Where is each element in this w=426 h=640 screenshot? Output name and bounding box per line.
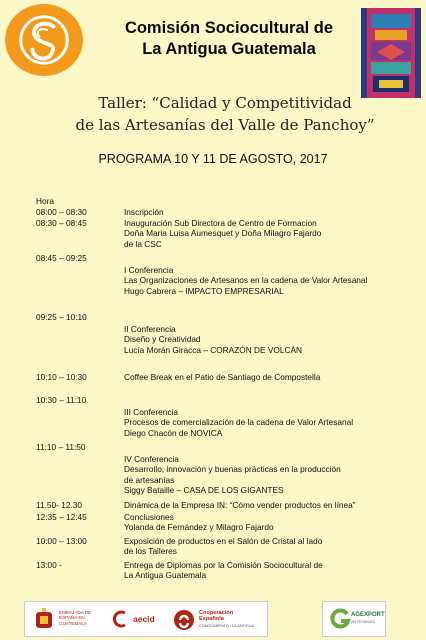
description-line: de la CSC (124, 238, 162, 249)
hora-header (36, 196, 421, 206)
weaving-photo (361, 8, 421, 98)
schedule-row (36, 442, 421, 496)
agexport-label: AGEXPORT (351, 612, 385, 618)
schedule-row (36, 372, 421, 382)
schedule-row (36, 253, 421, 296)
schedule-row (36, 312, 421, 355)
description-line: Diseño y Creatividad (124, 334, 201, 345)
schedule-row (36, 218, 421, 249)
description-line: Siggy Bataille – CASA DE LOS GIGANTES (124, 485, 284, 496)
workshop-title-line1: Taller: “Calidad y Competitividad (98, 94, 352, 112)
description-line: Procesos de comercialización de la cadena de Valor Artesanal (124, 417, 354, 428)
agexport-sub: ARTESANIAS (351, 620, 375, 624)
schedule-time: 12:35 – 12:45 (36, 512, 87, 522)
description-line: Dinámica de la Empresa IN: “Cómo vender productos en línea” (124, 500, 356, 510)
schedule-description (124, 253, 421, 296)
description-line: I Conferencia (124, 265, 174, 275)
schedule-row (36, 500, 421, 510)
schedule-description (124, 512, 421, 533)
schedule-time: 08:30 – 08:45 (36, 218, 87, 228)
schedule-time: 10:00 – 13:00 (36, 536, 87, 546)
schedule-description (124, 536, 421, 557)
schedule-time: 08:45 – 09:25 (36, 253, 87, 263)
cooperacion-espanola-text (199, 610, 261, 629)
description-line: II Conferencia (124, 324, 176, 334)
org-title-line1: Comisión Sociocultural de (124, 19, 334, 37)
schedule-description (124, 207, 421, 217)
schedule-description (124, 395, 421, 438)
schedule-time: 09:25 – 10:10 (36, 312, 87, 322)
description-line: Entrega de Diplomas por la Comisión Sociocultural de (124, 560, 323, 570)
schedule-description (124, 312, 421, 355)
schedule-row (36, 512, 421, 533)
embassy-text: EMBAJADA DE ESPAÑA EN GUATEMALA (59, 610, 92, 626)
government-logos (24, 601, 268, 637)
description-line: Yolanda de Fernández y Milagro Fajardo (124, 522, 274, 533)
description-line: Inscripción (124, 207, 164, 217)
schedule-description (124, 500, 421, 510)
workshop-title (40, 92, 410, 136)
hora-label: Hora (36, 196, 54, 206)
description-line: Las Organizaciones de Artesanos en la cadena de Valor Artesanal (124, 275, 368, 286)
agexport-logo-icon (329, 608, 351, 630)
spain-coat-of-arms-icon (33, 608, 55, 632)
schedule-description (124, 442, 421, 496)
schedule-description (124, 560, 421, 581)
schedule-time: 11:10 – 11:50 (36, 442, 86, 452)
coop-sub: CONOCIMIENTO / LA ANTIGUA (199, 623, 255, 628)
coop-line1: Cooperación (199, 610, 234, 616)
coop-line2: Española (199, 616, 224, 623)
schedule-description (124, 372, 421, 382)
schedule-time: 11.50- 12.30 (36, 500, 82, 510)
schedule-time: 13:00 - (36, 560, 62, 570)
agexport-logo (322, 601, 386, 637)
org-title-line2: La Antigua Guatemala (142, 40, 316, 58)
description-line: Coffee Break en el Patio de Santiago de Compostella (124, 372, 321, 382)
description-line: Doña Maria Luisa Aumesquet y Doña Milagro Fajardo (124, 228, 322, 239)
organization-title (96, 18, 362, 60)
schedule-time: 10:30 – 11:10 (36, 395, 87, 405)
programa-heading: PROGRAMA 10 Y 11 DE AGOSTO, 2017 (98, 152, 328, 166)
schedule-time: 08:00 – 08:30 (36, 207, 87, 217)
description-line: Hugo Cabrera – IMPACTO EMPRESARIAL (124, 285, 284, 296)
cooperacion-espanola-logo-icon (173, 609, 195, 631)
description-line: Conclusiones (124, 512, 174, 522)
swirl-icon (15, 11, 73, 69)
aecid-logo-icon (111, 610, 129, 628)
description-line: La Antigua Guatemala (124, 570, 207, 581)
schedule-row (36, 560, 421, 581)
comision-swirl-logo (5, 4, 83, 76)
schedule-time: 10:10 – 10:30 (36, 372, 87, 382)
aecid-label: aecid (133, 614, 155, 624)
description-line: Desarrollo, innovación y buenas prácticas en la producción (124, 464, 341, 475)
workshop-title-line2: de las Artesanías del Valle de Panchoy” (75, 116, 375, 134)
description-line: Diego Chacón de NOVICA (124, 427, 223, 438)
description-line: Lucía Morán Giracca – CORAZÓN DE VOLCÁN (124, 344, 302, 355)
schedule-description (124, 218, 421, 249)
description-line: Inauguración Sub Directora de Centro de Formacion (124, 218, 317, 228)
description-line: de los Talleres (124, 546, 177, 557)
sponsor-footer (0, 597, 426, 640)
description-line: Exposición de productos en el Salón de Cristal al lado (124, 536, 323, 546)
schedule-row (36, 395, 421, 438)
description-line: de artesanías (124, 474, 175, 485)
description-line: III Conferencia (124, 407, 178, 417)
schedule-row (36, 207, 421, 217)
description-line: IV Conferencia (124, 454, 179, 464)
schedule-row (36, 536, 421, 557)
